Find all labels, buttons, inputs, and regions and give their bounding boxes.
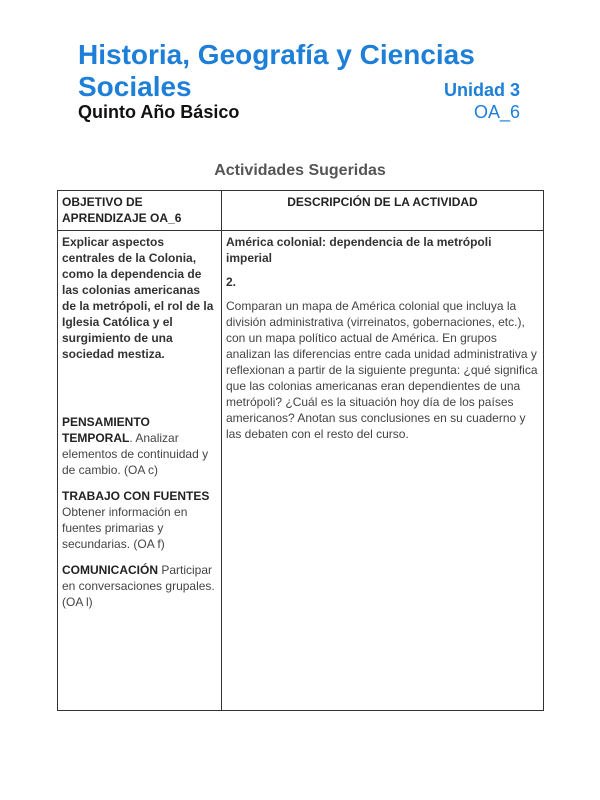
skill-text: . Analizar elementos de continuidad y de cambio. (OA c) <box>62 431 209 477</box>
activity-number: 2. <box>226 275 237 289</box>
skill-label: TRABAJO CON FUENTES <box>62 489 210 503</box>
objective-column-header: OBJETIVO DE APRENDIZAJE OA_6 <box>58 191 222 231</box>
objective-cell <box>58 231 222 711</box>
oa-label: OA_6 <box>473 102 520 122</box>
skill-trabajo-con-fuentes <box>62 488 217 552</box>
table-row <box>58 231 544 711</box>
activities-table <box>57 190 544 711</box>
skill-label: COMUNICACIÓN <box>62 563 158 577</box>
document-title-line-2: Sociales <box>78 71 192 102</box>
activity-title: América colonial: dependencia de la metrópoli imperial <box>226 235 492 265</box>
description-column-header: DESCRIPCIÓN DE LA ACTIVIDAD <box>222 191 544 231</box>
skill-text: Participar en conversaciones grupales. (OA l) <box>62 563 215 609</box>
activity-description: Comparan un mapa de América colonial que incluya la división administrativa (virreinatos, gobernaciones, etc.), con un mapa político actual de América. En grupos analizan las diferencias entre cada unidad administrativa y reflexionan a partir de la siguiente pregunta: ¿qué significa que las colonias americanas eran dependientes de una metrópoli? ¿Cuál es la situación hoy día de los países americanos? Anotan sus conclusiones en su cuaderno y las debaten con el resto del curso. <box>226 299 538 441</box>
table-header-row <box>58 191 544 231</box>
unit-label: Unidad 3 <box>443 80 520 100</box>
skill-pensamiento-temporal <box>62 414 217 478</box>
learning-objective-text: Explicar aspectos centrales de la Colonia, como la dependencia de las colonias americanas de la metrópoli, el rol de la Iglesia Católica y el surgimiento de una sociedad mestiza. <box>62 235 214 361</box>
skill-label: PENSAMIENTO TEMPORAL <box>62 415 150 445</box>
activity-cell <box>222 231 544 711</box>
skill-text: Obtener información en fuentes primarias y secundarias. (OA f) <box>62 505 188 551</box>
skill-comunicacion <box>62 562 217 610</box>
document-title-line-1: Historia, Geografía y Ciencias <box>78 39 475 70</box>
section-title: Actividades Sugeridas <box>214 162 386 179</box>
grade-label: Quinto Año Básico <box>78 102 240 122</box>
